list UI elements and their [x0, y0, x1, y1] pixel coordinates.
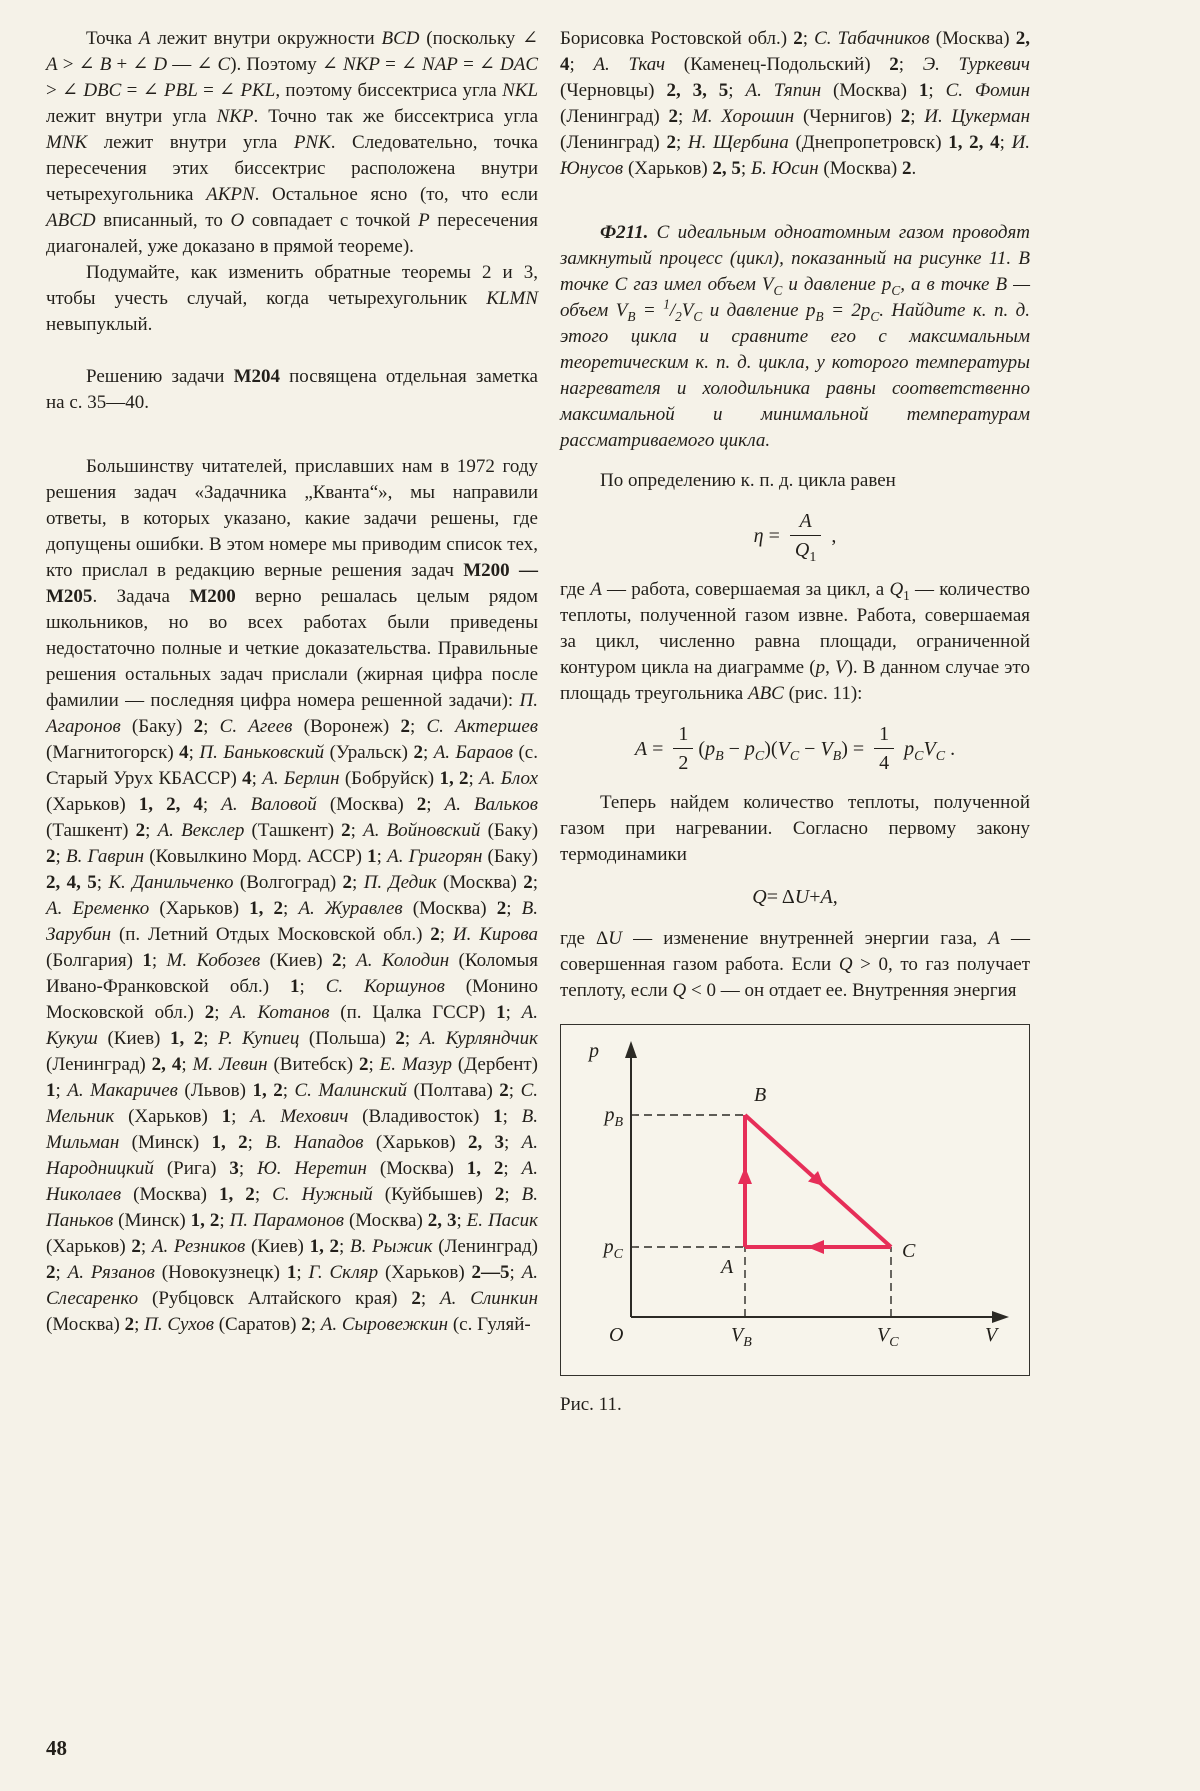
fraction	[790, 510, 821, 565]
fraction	[673, 723, 693, 774]
vc-tick-label: $V_C$	[877, 1324, 899, 1350]
pb-tick-label: $p_B$	[604, 1104, 623, 1130]
paragraph-work-explanation: где A — работа, совершаемая за цикл, а $Q_1$ — количество теплоты, полученной газом извне. Работа, совершаемая за цикл, численно равна площади, ограниченной контуром цикла на диаграмме (p, V). В данном случае это площадь треугольника ABC (рис. 11):	[560, 579, 1030, 704]
pc-tick-label: $p_C$	[603, 1236, 623, 1262]
p-axis-label: p	[589, 1040, 599, 1062]
figure-pv-diagram	[560, 1024, 1030, 1418]
equation-lhs: η =	[753, 524, 785, 547]
equation-first-law: Q = Δ U + A ,	[752, 886, 838, 908]
paragraph-internal-energy: где ΔU — изменение внутренней энергии газа, A — совершенная газом работа. Если Q > 0, то газ получает теплоту, если Q < 0 — он отдает ее. Внутренняя энергия	[560, 928, 1031, 1001]
equation-efficiency	[560, 510, 1030, 565]
v-axis-label: V	[985, 1324, 998, 1346]
paragraph-exercise-note: Подумайте, как изменить обратные теоремы 2 и 3, чтобы учесть случай, когда четырехугольник KLMN невыпуклый.	[46, 262, 538, 335]
p-axis-arrowhead	[625, 1041, 637, 1058]
right-column	[560, 26, 1030, 1418]
figure-frame	[560, 1024, 1030, 1376]
paragraph-solvers-list-continued: Борисовка Ростовской обл.) 2; С. Табачников (Москва) 2, 4; А. Ткач (Каменец-Подольский) 2; Э. Туркевич (Черновцы) 2, 3, 5; А. Тяпин (Москва) 1; С. Фомин (Ленинград) 2; М. Хорошин (Чернигов) 2; И. Цукерман (Ленинград) 2; Н. Щербина (Днепропетровск) 1, 2, 4; И. Юнусов (Харьков) 2, 5; Б. Юсин (Москва) 2.	[560, 28, 1031, 179]
equation-lhs: A =	[634, 737, 669, 760]
fraction-denominator: 2	[673, 748, 693, 774]
fraction-numerator: 1	[879, 723, 890, 745]
figure-caption: Рис. 11.	[560, 1394, 622, 1415]
v-axis-arrowhead	[992, 1311, 1009, 1323]
paragraph-proof: Точка A лежит внутри окружности BCD (поскольку ∠ A > ∠ B + ∠ D — ∠ C). Поэтому ∠ NKP = ∠ NAP = ∠ DAC > ∠ DBC = ∠ PBL = ∠ PKL, поэтому биссектриса угла NKL лежит внутри угла NKP. Точно так же биссектриса угла MNK лежит внутри угла PNK. Следовательно, точка пересечения этих биссектрис расположена внутри четырехугольника AKPN. Остальное ясно (то, что если ABCD вписанный, то O совпадает с точкой P пересечения диагоналей, уже доказано в прямой теореме).	[46, 28, 539, 257]
equation-tail: ,	[826, 524, 837, 547]
paragraph-heat-intro: Теперь найдем количество теплоты, полученной газом при нагревании. Согласно первому закону термодинамики	[560, 792, 1030, 865]
vb-tick-label: $V_B$	[731, 1324, 752, 1350]
page-number: 48	[46, 1736, 67, 1760]
paragraph-m204-note: Решению задачи М204 посвящена отдельная заметка на с. 35—40.	[46, 366, 538, 413]
paragraph-solvers-list: Большинству читателей, приславших нам в 1972 году решения задач «Задачника „Кванта“», мы направили ответы, в которых указано, какие задачи решены, где допущены ошибки. В этом номере мы приводим список тех, кто прислал в редакцию верные решения задач М200 — М205. Задача М200 верно решалась целым рядом школьников, но во всех работах были приведены недостаточно полные и четкие доказательства. Правильные решения остальных задач прислали (жирная цифра после фамилии — последняя цифра номера решенной задачи): П. Агаронов (Баку) 2; С. Агеев (Воронеж) 2; С. Актершев (Магнитогорск) 4; П. Баньковский (Уральск) 2; А. Бараов (с. Старый Урух КБАССР) 4; А. Берлин (Бобруйск) 1, 2; А. Блох (Харьков) 1, 2, 4; А. Валовой (Москва) 2; А. Вальков (Ташкент) 2; А. Векслер (Ташкент) 2; А. Войновский (Баку) 2; В. Гаврин (Ковылкино Морд. АССР) 1; А. Григорян (Баку) 2, 4, 5; К. Данильченко (Волгоград) 2; П. Дедик (Москва) 2; А. Еременко (Харьков) 1, 2; А. Журавлев (Москва) 2; В. Зарубин (п. Летний Отдых Московской обл.) 2; И. Кирова (Болгария) 1; М. Кобозев (Киев) 2; А. Колодин (Коломыя Ивано-Франковской обл.) 1; С. Коршунов (Монино Московской обл.) 2; А. Котанов (п. Цалка ГССР) 1; А. Кукуш (Киев) 1, 2; Р. Купиец (Польша) 2; А. Курляндчик (Ленинград) 2, 4; М. Левин (Витебск) 2; Е. Мазур (Дербент) 1; А. Макаричев (Львов) 1, 2; С. Малинский (Полтава) 2; С. Мельник (Харьков) 1; А. Мехович (Владивосток) 1; В. Мильман (Минск) 1, 2; В. Нападов (Харьков) 2, 3; А. Народницкий (Рига) 3; Ю. Неретин (Москва) 1, 2; А. Николаев (Москва) 1, 2; С. Нужный (Куйбышев) 2; В. Паньков (Минск) 1, 2; П. Парамонов (Москва) 2, 3; Е. Пасик (Харьков) 2; А. Резников (Киев) 1, 2; В. Рыжик (Ленинград) 2; А. Рязанов (Новокузнецк) 1; Г. Скляр (Харьков) 2—5; А. Слесаренко (Рубцовск Алтайского края) 2; А. Слинкин (Москва) 2; П. Сухов (Саратов) 2; А. Сыровежкин (с. Гуляй-	[46, 456, 539, 1335]
origin-label: O	[609, 1324, 624, 1346]
equation-work-area	[560, 723, 1030, 774]
fraction-numerator: A	[799, 510, 812, 532]
arrow-left-c-to-a	[807, 1240, 824, 1254]
equation-tail: $p_CV_C$ .	[904, 737, 956, 764]
equation-middle: $(p_B - p_C)(V_C - V_B)$ =	[698, 737, 870, 764]
fraction-denominator: 4	[874, 748, 894, 774]
left-column	[46, 26, 538, 1338]
fraction-numerator: 1	[678, 723, 689, 745]
point-b-label: B	[754, 1084, 767, 1106]
fraction-denominator: $Q_1$	[790, 535, 821, 561]
point-c-label: C	[902, 1240, 916, 1262]
pv-diagram-canvas	[561, 1025, 1027, 1373]
fraction	[874, 723, 894, 774]
arrow-up-a-to-b	[738, 1167, 752, 1184]
paragraph-problem-f211: Ф211. С идеальным одноатомным газом проводят замкнутый процесс (цикл), показанный на рисунке 11. В точке C газ имел объем $V_C$ и давление $p_C$, а в точке B — объем $V_B = ^1/_2V_C$ и давление $p_B = 2p_C$. Найдите к. п. д. этого цикла и сравните его с максимальным теоретическим к. п. д. цикла, у которого температуры нагревателя и холодильника равны соответственно максимальной и минимальной температурам рассматриваемого цикла.	[560, 222, 1030, 451]
point-a-label: A	[721, 1256, 734, 1278]
paragraph-efficiency-definition: По определению к. п. д. цикла равен	[600, 470, 896, 491]
